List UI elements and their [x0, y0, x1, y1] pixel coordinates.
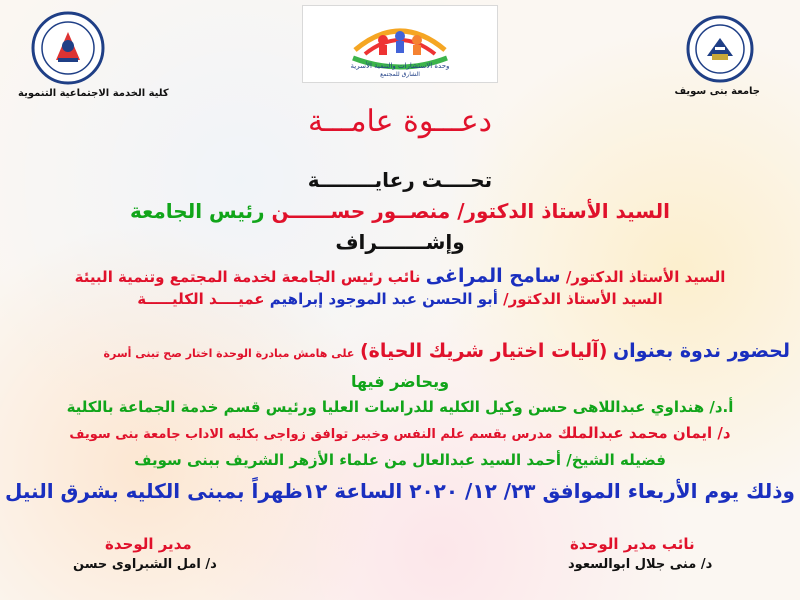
- supervisor2-line: [0, 290, 800, 308]
- patron-title: السيد الأستاذ الدكتور/: [457, 199, 670, 223]
- patron-position: رئيس الجامعة: [130, 199, 265, 223]
- signature-right-name: د/ منى جلال ابوالسعود: [568, 557, 713, 572]
- speaker2-role: مدرس بقسم علم النفس وخبير توافق زواجى بكليه الاداب جامعة بنى سويف: [69, 427, 553, 442]
- speaker3-line: [0, 451, 800, 469]
- university-caption: جامعة بنى سويف: [674, 86, 760, 97]
- unit-logo-text-1: وحدة الاستشارات والتنمية الأسرية: [350, 62, 450, 70]
- under-patronage-heading: تحــــت رعايــــــــة: [307, 168, 493, 192]
- faculty-logo: [30, 10, 106, 90]
- supervisor1-line: [0, 265, 800, 287]
- unit-logo: [302, 5, 498, 83]
- patron-name: منصــور حســــــن: [271, 199, 451, 223]
- supervisor2-position: عميــــد الكليـــــة: [137, 290, 265, 308]
- seminar-topic: (آليات اختيار شريك الحياة): [359, 340, 608, 362]
- speakers-intro: ويحاضر فيها: [350, 372, 450, 391]
- event-date-line: وذلك يوم الأربعاء الموافق ٢٣/ ١٢/ ٢٠٢٠ الساعة ١٢ظهراً بمبنى الكليه بشرق النيل: [5, 479, 795, 503]
- seminar-line: [10, 340, 790, 362]
- speaker1-name: أ.د/ هنداوي عبداللاهى حسن: [527, 398, 734, 416]
- university-logo: [685, 14, 755, 88]
- supervisor2-name: أبو الحسن عبد الموجود إبراهيم: [269, 290, 498, 308]
- speaker2-line: [0, 424, 800, 442]
- supervisor2-title: السيد الأستاذ الدكتور/: [503, 290, 663, 308]
- speaker3-role: من علماء الأزهر الشريف ببنى سويف: [134, 451, 407, 469]
- faculty-caption: كلية الخدمة الاجتماعية التنموية: [18, 88, 169, 99]
- speaker3-title: فضيله الشيخ/: [566, 451, 666, 469]
- supervisor1-name: سامح المراغى: [425, 265, 561, 287]
- speaker3-name: أحمد السيد عبدالعال: [412, 451, 562, 469]
- supervision-heading: وإشـــــــراف: [335, 230, 465, 254]
- seminar-margin-note: على هامش مبادرة الوحدة اختار صح تبنى أسرة: [103, 347, 355, 360]
- patron-line: [0, 199, 800, 223]
- supervisor1-title: السيد الأستاذ الدكتور/: [565, 268, 726, 286]
- signature-left-title: مدير الوحدة: [105, 535, 192, 553]
- supervisor1-position: نائب رئيس الجامعة لخدمة المجتمع وتنمية البيئة: [74, 268, 421, 286]
- speaker1-role: وكيل الكليه للدراسات العليا ورئيس قسم خدمة الجماعة بالكلية: [66, 398, 523, 416]
- unit-logo-text-2: الشارق للمجتمع: [380, 71, 420, 78]
- signature-right-title: نائب مدير الوحدة: [570, 535, 695, 553]
- speaker2-name: د/ ايمان محمد عبدالملك: [557, 424, 731, 442]
- signature-left-name: د/ امل الشبراوى حسن: [73, 557, 217, 572]
- seminar-prefix: لحضور ندوة بعنوان: [612, 340, 790, 362]
- invitation-title: دعـــوة عامـــة: [308, 104, 492, 139]
- speaker1-line: [0, 398, 800, 416]
